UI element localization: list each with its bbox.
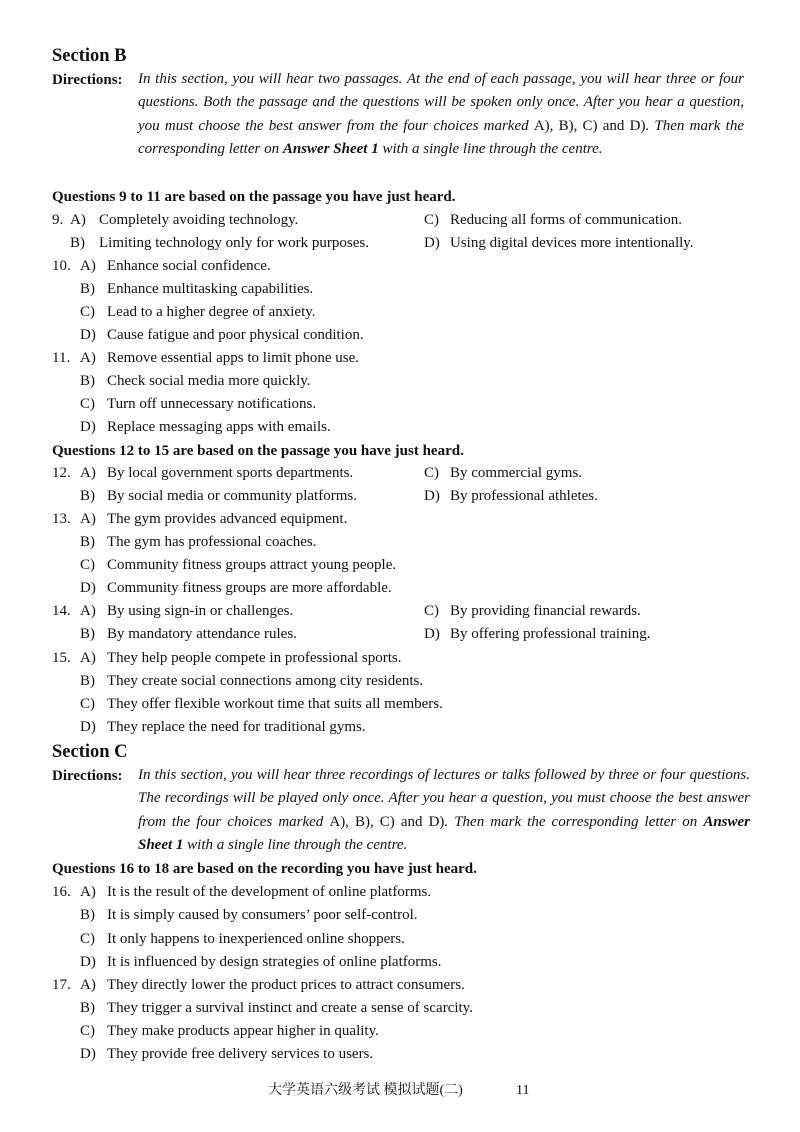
option-letter: C) [80, 304, 95, 320]
option-letter: C) [424, 212, 439, 228]
section-c-directions-text-3: with a single line through the centre. [183, 836, 408, 853]
footer-title: 大学英语六级考试 模拟试题(二) [268, 1083, 463, 1098]
option-text: By commercial gyms. [450, 465, 583, 481]
section-c-directions [138, 764, 750, 857]
section-b-directions-label: Directions: [52, 72, 123, 88]
option-text: The gym has professional coaches. [107, 534, 317, 550]
section-b-title: Section B [52, 46, 127, 66]
option-text: Enhance multitasking capabilities. [107, 281, 314, 297]
option-letter: A) [80, 650, 96, 666]
option-text: By using sign-in or challenges. [107, 603, 294, 619]
option-letter: B) [80, 673, 95, 689]
question-number: 16. [52, 884, 71, 900]
option-letter: C) [424, 465, 439, 481]
page-number: 11 [516, 1083, 530, 1098]
option-letter: B) [80, 534, 95, 550]
option-letter: A) [80, 884, 96, 900]
section-c-directions-letters: A), B), C) and D) [329, 813, 445, 830]
option-text: Cause fatigue and poor physical condition. [107, 327, 364, 343]
option-letter: C) [80, 396, 95, 412]
section-b-directions-text-1: In this section, you will hear two passages. At the end of each passage, you will hear three or four questions. Both the passage and the questions will be spoken only once. After you hear a question, you must choose the best answer from the four choices marked [138, 71, 744, 134]
option-text: Completely avoiding technology. [99, 212, 299, 228]
option-text: They help people compete in professional sports. [107, 650, 402, 666]
option-text: Using digital devices more intentionally. [450, 235, 694, 251]
option-text: Reducing all forms of communication. [450, 212, 683, 228]
option-text: Limiting technology only for work purposes. [99, 235, 369, 251]
option-letter: B) [80, 907, 95, 923]
option-letter: D) [80, 954, 96, 970]
option-letter: C) [80, 1023, 95, 1039]
option-text: Enhance social confidence. [107, 258, 271, 274]
option-letter: D) [424, 235, 440, 251]
option-text: Lead to a higher degree of anxiety. [107, 304, 316, 320]
option-letter: A) [80, 977, 96, 993]
option-letter: B) [80, 626, 95, 642]
section-b-directions-text-2: . Then mark the corresponding letter on [138, 117, 744, 157]
option-text: They directly lower the product prices to attract consumers. [107, 977, 465, 993]
question-number: 10. [52, 258, 71, 274]
option-letter: C) [424, 603, 439, 619]
option-text: Community fitness groups attract young people. [107, 557, 397, 573]
option-text: By professional athletes. [450, 488, 598, 504]
option-text: They make products appear higher in quality. [107, 1023, 379, 1039]
option-text: They trigger a survival instinct and create a sense of scarcity. [107, 1000, 473, 1016]
section-b-directions-letters: A), B), C) and D) [533, 117, 646, 134]
option-letter: C) [80, 696, 95, 712]
option-letter: A) [70, 212, 86, 228]
option-letter: B) [70, 235, 85, 251]
option-text: It is simply caused by consumers’ poor self-control. [107, 907, 418, 923]
question-group-heading: Questions 16 to 18 are based on the recording you have just heard. [52, 861, 477, 877]
option-letter: D) [80, 719, 96, 735]
section-b-directions-text-3: with a single line through the centre. [378, 140, 603, 157]
option-text: By providing financial rewards. [450, 603, 641, 619]
option-letter: A) [80, 465, 96, 481]
question-group-heading: Questions 9 to 11 are based on the passage you have just heard. [52, 189, 456, 205]
option-text: By local government sports departments. [107, 465, 354, 481]
option-text: Check social media more quickly. [107, 373, 311, 389]
option-letter: D) [80, 1046, 96, 1062]
section-b-answer-sheet: Answer Sheet 1 [282, 140, 379, 157]
option-text: It only happens to inexperienced online shoppers. [107, 931, 405, 947]
question-number: 15. [52, 650, 71, 666]
option-text: They provide free delivery services to users. [107, 1046, 374, 1062]
option-text: Community fitness groups are more affordable. [107, 580, 392, 596]
option-letter: A) [80, 603, 96, 619]
section-c-answer-sheet: Answer Sheet 1 [138, 813, 750, 853]
option-text: They offer flexible workout time that suits all members. [107, 696, 443, 712]
option-letter: A) [80, 511, 96, 527]
option-letter: C) [80, 931, 95, 947]
section-c-directions-label: Directions: [52, 768, 123, 784]
option-text: The gym provides advanced equipment. [107, 511, 348, 527]
option-letter: D) [80, 419, 96, 435]
option-letter: D) [80, 327, 96, 343]
option-letter: B) [80, 281, 95, 297]
option-text: It is the result of the development of online platforms. [107, 884, 432, 900]
option-letter: B) [80, 488, 95, 504]
question-number: 14. [52, 603, 71, 619]
question-number: 9. [52, 212, 64, 228]
question-number: 13. [52, 511, 71, 527]
question-number: 12. [52, 465, 71, 481]
section-c-directions-text-2: . Then mark the corresponding letter on [444, 813, 704, 830]
section-c-title: Section C [52, 742, 128, 762]
question-group-heading: Questions 12 to 15 are based on the passage you have just heard. [52, 443, 464, 459]
option-letter: D) [424, 626, 440, 642]
option-text: By offering professional training. [450, 626, 651, 642]
option-letter: A) [80, 258, 96, 274]
option-letter: A) [80, 350, 96, 366]
option-letter: C) [80, 557, 95, 573]
option-letter: B) [80, 1000, 95, 1016]
option-text: By social media or community platforms. [107, 488, 357, 504]
option-text: Remove essential apps to limit phone use. [107, 350, 360, 366]
question-number: 17. [52, 977, 71, 993]
option-letter: B) [80, 373, 95, 389]
section-c-directions-text-1: In this section, you will hear three recordings of lectures or talks followed by three or four questions. The recordings will be played only once. After you hear a question, you must choose the best answer from the four choices marked [138, 767, 750, 830]
option-letter: D) [80, 580, 96, 596]
option-text: They replace the need for traditional gyms. [107, 719, 366, 735]
option-text: Replace messaging apps with emails. [107, 419, 331, 435]
question-number: 11. [52, 350, 71, 366]
option-text: They create social connections among city residents. [107, 673, 424, 689]
option-text: It is influenced by design strategies of online platforms. [107, 954, 442, 970]
option-letter: D) [424, 488, 440, 504]
option-text: Turn off unnecessary notifications. [107, 396, 317, 412]
option-text: By mandatory attendance rules. [107, 626, 297, 642]
